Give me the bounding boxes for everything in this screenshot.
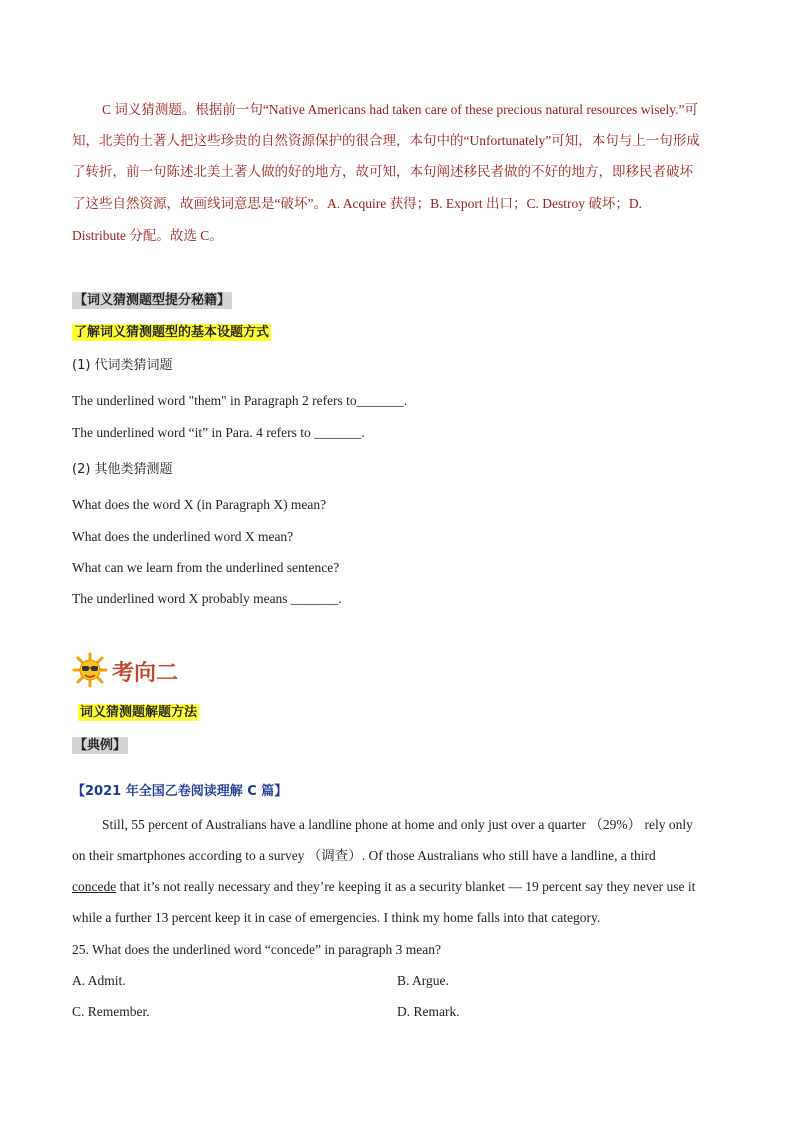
option-c: C. Remember. — [72, 1004, 150, 1019]
group1-item-1: The underlined word "them" in Paragraph 2 refers to_______. — [72, 393, 408, 408]
sun-with-sunglasses-icon — [72, 652, 112, 688]
tips-heading: 【词义猜测题型提分秘籍】 — [74, 293, 231, 308]
analysis-line-3: 了转折，前一句陈述北美土著人做的好的地方，故可知，本句阐述移民者做的不好的地方，即移民者破坏 — [72, 164, 693, 179]
section2-title: 考向二 — [112, 661, 179, 686]
option-b: B. Argue. — [397, 973, 449, 988]
tips-subheading: 了解词义猜测题型的基本设题方式 — [74, 325, 270, 340]
group1-item-2: The underlined word “it” in Para. 4 refers to _______. — [72, 425, 365, 440]
method-heading: 词义猜测题解题方法 — [80, 705, 198, 720]
source-label: 【2021 年全国乙卷阅读理解 C 篇】 — [72, 784, 288, 799]
group2-item-3: What can we learn from the underlined sentence? — [72, 560, 340, 575]
analysis-line-5: Distribute 分配。故选 C。 — [72, 228, 223, 243]
example-heading: 【典例】 — [74, 738, 127, 753]
group2-title: (2) 其他类猜测题 — [72, 462, 173, 477]
analysis-line-4: 了这些自然资源，故画线词意思是“破坏”。A. Acquire 获得；B. Export 出口；C. Destroy 破坏；D. — [72, 196, 642, 211]
underlined-word-concede: concede — [72, 879, 117, 894]
group2-item-4: The underlined word X probably means _______. — [72, 591, 342, 606]
group2-item-2: What does the underlined word X mean? — [72, 529, 294, 544]
passage-line-3: concede that it’s not really necessary and they’re keeping it as a security blanket — 19 percent say they never use it — [72, 879, 696, 894]
question-stem: 25. What does the underlined word “concede” in paragraph 3 mean? — [72, 942, 441, 957]
group1-title: (1) 代词类猜词题 — [72, 358, 173, 373]
analysis-line-2: 知，北美的土著人把这些珍贵的自然资源保护的很合理，本句中的“Unfortunately”可知，本句与上一句形成 — [72, 133, 700, 148]
passage-line-1: Still, 55 percent of Australians have a landline phone at home and only just over a quarter （29%） rely only — [102, 817, 693, 832]
passage-line-2: on their smartphones according to a survey （调查）. Of those Australians who still have a landline, a third — [72, 848, 656, 863]
option-d: D. Remark. — [397, 1004, 460, 1019]
group2-item-1: What does the word X (in Paragraph X) mean? — [72, 497, 327, 512]
analysis-line-1: C 词义猜测题。根据前一句“Native Americans had taken care of these precious natural resources wisely.”可 — [102, 102, 698, 117]
passage-line-4: while a further 13 percent keep it in case of emergencies. I think my home falls into that category. — [72, 910, 601, 925]
option-a: A. Admit. — [72, 973, 126, 988]
